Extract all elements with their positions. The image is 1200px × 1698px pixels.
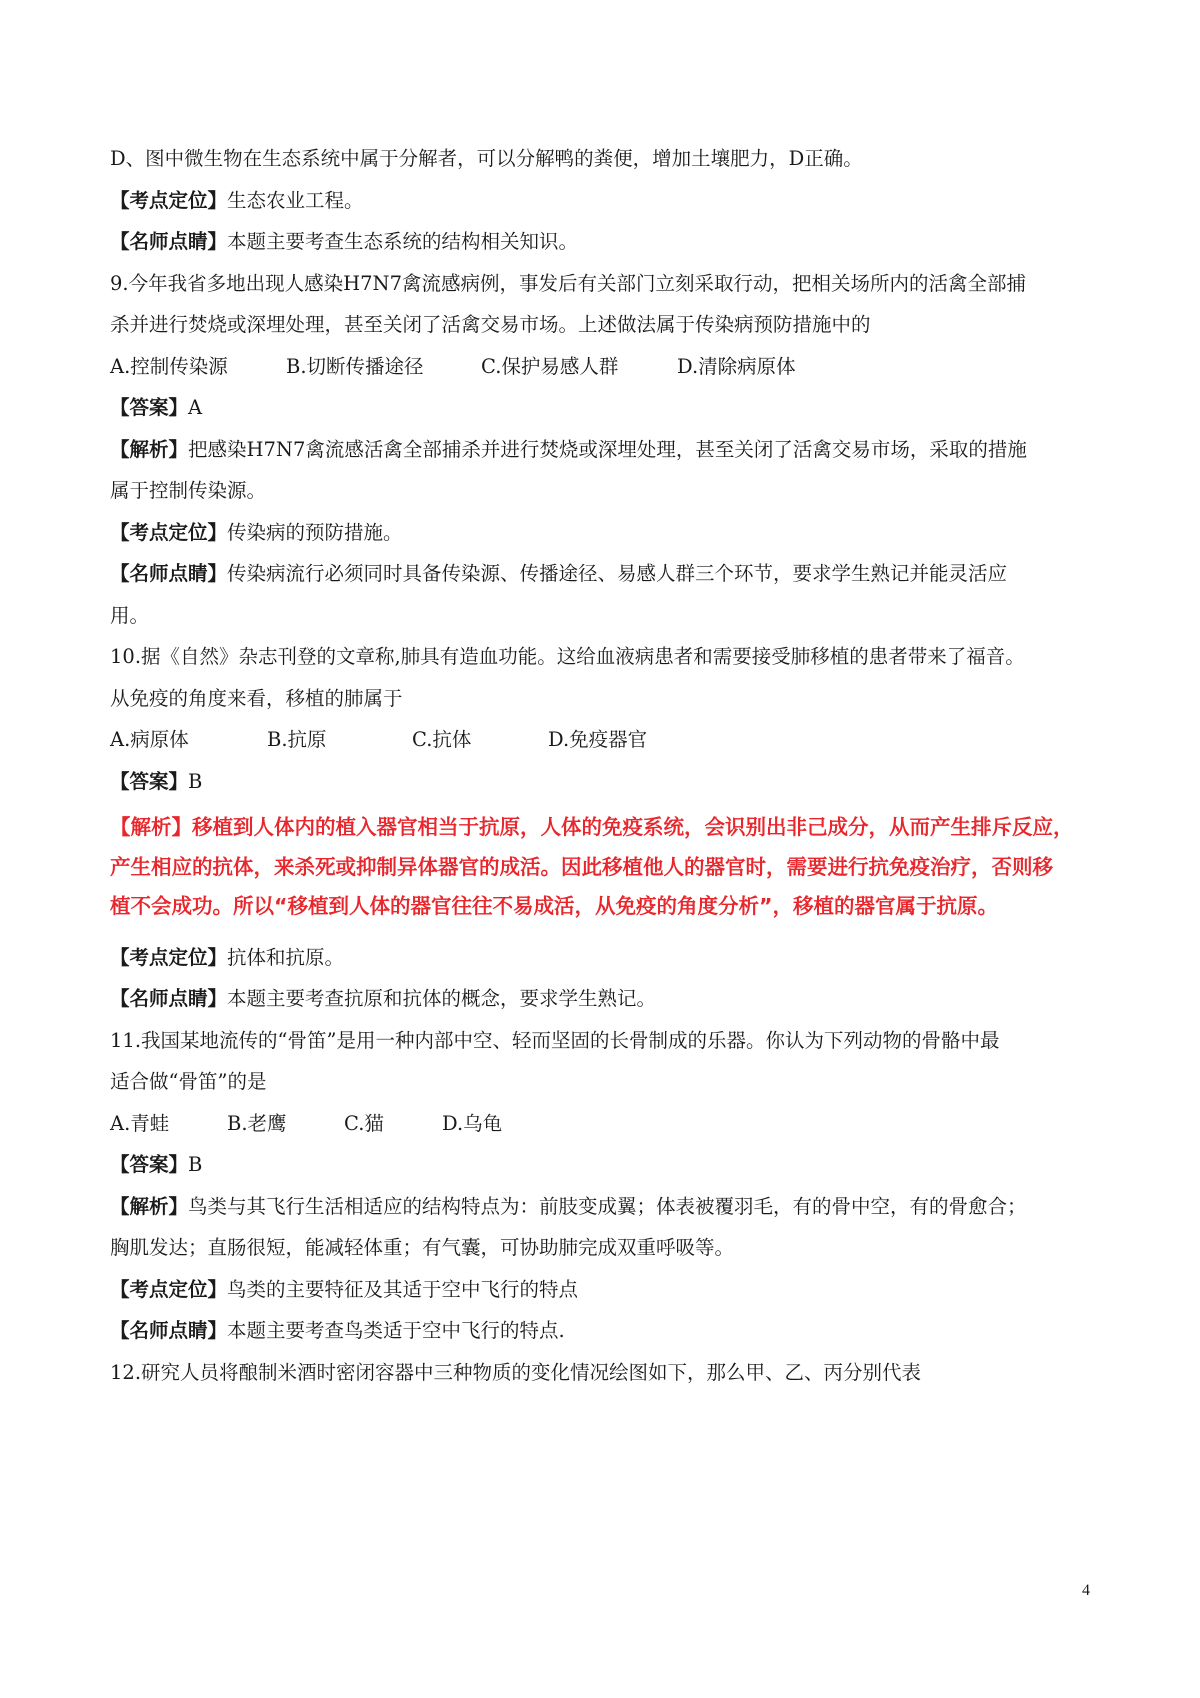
q8-teacher-comment-text: 本题主要考查生态系统的结构相关知识。 — [227, 230, 579, 253]
q9-exam-point-text: 传染病的预防措施。 — [227, 520, 403, 544]
q10-teacher-comment-tag: 【名师点睛】 — [110, 987, 228, 1010]
q9-option-a: A.控制传染源 — [110, 354, 228, 378]
q11-option-d: D.乌龟 — [442, 1111, 503, 1135]
q10-answer-value: B — [188, 769, 203, 793]
q9-answer — [110, 387, 1100, 429]
q10-exam-point-tag: 【考点定位】 — [110, 945, 228, 969]
page-content — [110, 138, 1100, 1393]
q9-analysis-tag: 【解析】 — [110, 437, 189, 461]
q10-analysis-line-1: 【解析】移植到人体内的植入器官相当于抗原，人体的免疫系统，会识别出非己成分，从而产生排斥反应， — [110, 815, 1074, 839]
q8-exam-point-tag: 【考点定位】 — [110, 188, 228, 212]
q11-option-a: A.青蛙 — [110, 1111, 170, 1135]
q11-stem-line-1: 11.我国某地流传的“骨笛”是用一种内部中空、轻而坚固的长骨制成的乐器。你认为下列动物的骨骼中最 — [110, 1028, 1000, 1052]
q11-analysis-line-2: 胸肌发达；直肠很短，能减轻体重；有气囊，可协助肺完成双重呼吸等。 — [110, 1236, 735, 1259]
q9-stem-line-2: 杀并进行焚烧或深埋处理，甚至关闭了活禽交易市场。上述做法属于传染病预防措施中的 — [110, 313, 871, 336]
q9-exam-point — [110, 512, 1100, 554]
q9-exam-point-tag: 【考点定位】 — [110, 520, 228, 544]
q11-option-c: C.猫 — [344, 1111, 384, 1135]
q10-stem-line-2: 从免疫的角度来看，移植的肺属于 — [110, 686, 403, 710]
q9-teacher-comment-line-2: 用。 — [110, 603, 150, 627]
q9-options — [110, 346, 1100, 388]
q11-analysis-tag: 【解析】 — [110, 1194, 189, 1218]
q10-option-d: D.免疫器官 — [548, 728, 648, 751]
q11-stem-line-2: 适合做“骨笛”的是 — [110, 1070, 267, 1093]
q11-analysis-text-1: 鸟类与其飞行生活相适应的结构特点为：前肢变成翼；体表被覆羽毛，有的骨中空，有的骨愈合； — [188, 1194, 1027, 1218]
page-number: 4 — [1082, 1582, 1090, 1599]
q10-exam-point — [110, 937, 1100, 979]
q10-teacher-comment-text: 本题主要考查抗原和抗体的概念，要求学生熟记。 — [227, 987, 657, 1010]
q10-teacher-comment — [110, 978, 1100, 1020]
q11-teacher-comment — [110, 1310, 1100, 1352]
q10-exam-point-text: 抗体和抗原。 — [227, 945, 345, 969]
q9-stem-line-1: 9.今年我省多地出现人感染H7N7禽流感病例，事发后有关部门立刻采取行动，把相关场所内的活禽全部捕 — [110, 271, 1026, 295]
q11-exam-point — [110, 1269, 1100, 1311]
q10-analysis-highlighted — [110, 808, 1100, 927]
q8-option-d-explanation: D、图中微生物在生态系统中属于分解者，可以分解鸭的粪便，增加土壤肥力，D正确。 — [110, 147, 863, 170]
q10-analysis-line-2: 产生相应的抗体，来杀死或抑制异体器官的成活。因此移植他人的器官时，需要进行抗免疫治疗，否则移 — [110, 854, 1053, 879]
q9-teacher-comment-tag: 【名师点睛】 — [110, 562, 228, 585]
q12-stem-line-1: 12.研究人员将酿制米酒时密闭容器中三种物质的变化情况绘图如下，那么甲、乙、丙分别代表 — [110, 1360, 922, 1384]
q10-analysis-line-3: 植不会成功。所以“移植到人体的器官往往不易成活，从免疫的角度分析”，移植的器官属于抗原。 — [110, 894, 998, 918]
q9-analysis-text-1: 把感染H7N7禽流感活禽全部捕杀并进行焚烧或深埋处理，甚至关闭了活禽交易市场，采取的措施 — [188, 437, 1027, 461]
q11-options — [110, 1103, 1100, 1145]
q9-option-c: C.保护易感人群 — [481, 354, 619, 378]
q11-analysis-line-1 — [110, 1186, 1100, 1228]
q9-option-d: D.清除病原体 — [677, 354, 796, 378]
q8-teacher-comment-tag: 【名师点睛】 — [110, 230, 228, 253]
q10-answer — [110, 761, 1100, 803]
q10-stem-line-1: 10.据《自然》杂志刊登的文章称,肺具有造血功能。这给血液病患者和需要接受肺移植的患者带来了福音。 — [110, 645, 1025, 668]
q10-option-b: B.抗原 — [267, 728, 327, 751]
q9-teacher-comment-line-1 — [110, 553, 1100, 595]
q10-option-c: C.抗体 — [412, 728, 472, 751]
q11-exam-point-text: 鸟类的主要特征及其适于空中飞行的特点 — [227, 1277, 579, 1301]
q9-answer-tag: 【答案】 — [110, 396, 189, 419]
q11-answer-tag: 【答案】 — [110, 1153, 189, 1176]
q11-exam-point-tag: 【考点定位】 — [110, 1277, 228, 1301]
q10-option-a: A.病原体 — [110, 728, 189, 751]
q10-options — [110, 719, 1100, 761]
q9-teacher-comment-text-1: 传染病流行必须同时具备传染源、传播途径、易感人群三个环节，要求学生熟记并能灵活应 — [227, 562, 1008, 585]
q8-exam-point — [110, 180, 1100, 222]
q9-analysis-line-2: 属于控制传染源。 — [110, 479, 267, 502]
q9-analysis-line-1 — [110, 429, 1100, 471]
q11-answer — [110, 1144, 1100, 1186]
q11-answer-value: B — [188, 1153, 203, 1176]
q11-teacher-comment-text: 本题主要考查鸟类适于空中飞行的特点. — [227, 1319, 565, 1342]
q11-teacher-comment-tag: 【名师点睛】 — [110, 1319, 228, 1342]
q8-exam-point-text: 生态农业工程。 — [227, 188, 364, 212]
q8-teacher-comment — [110, 221, 1100, 263]
q11-option-b: B.老鹰 — [227, 1111, 287, 1135]
q10-answer-tag: 【答案】 — [110, 769, 189, 793]
q9-option-b: B.切断传播途径 — [286, 354, 424, 378]
q9-answer-value: A — [188, 396, 203, 419]
